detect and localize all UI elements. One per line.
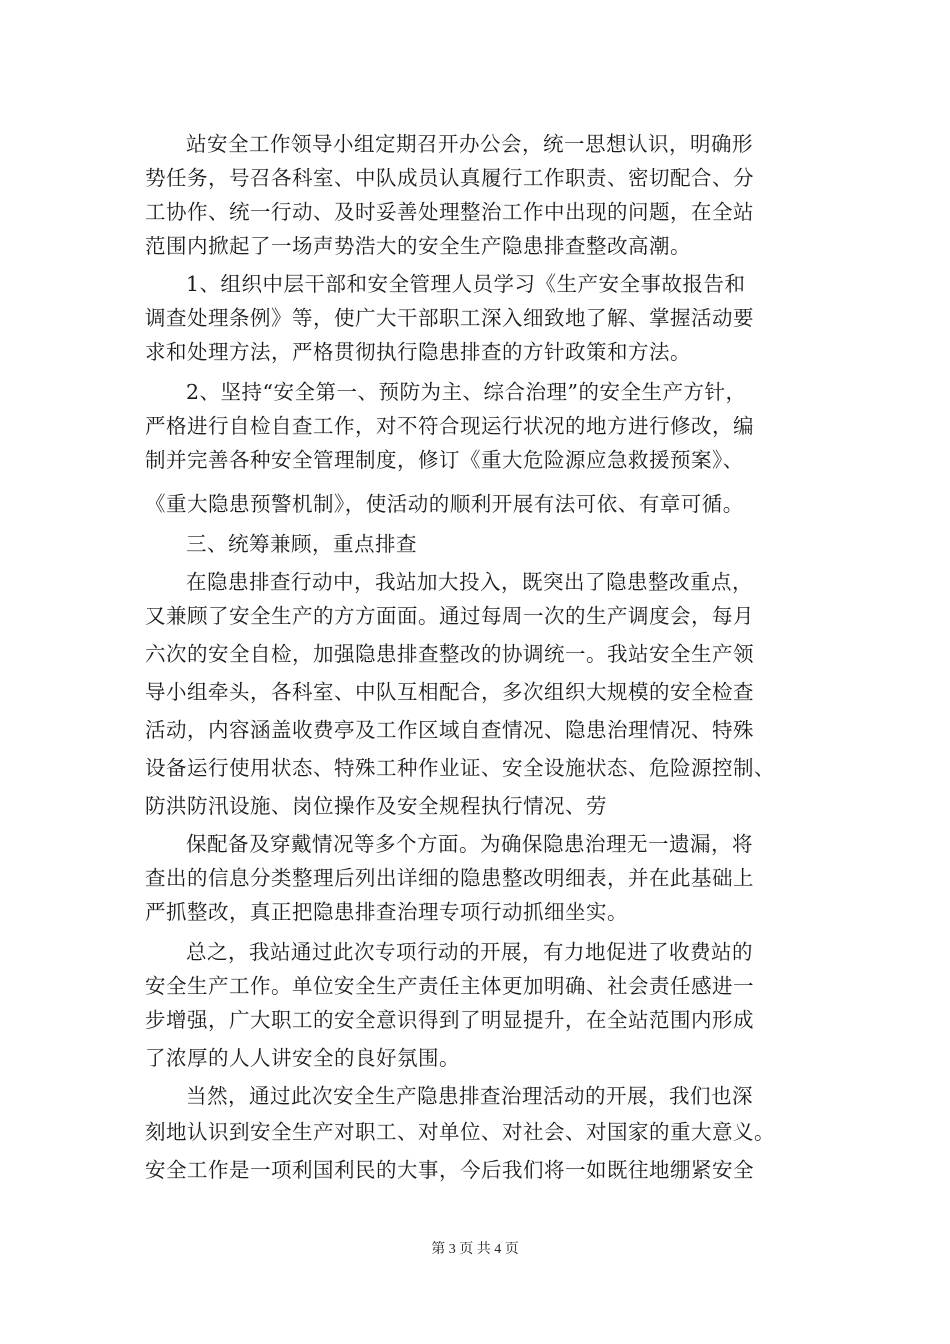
text-line: 严抓整改，真正把隐患排查治理专项行动抓细坐实。 xyxy=(145,900,628,924)
text-line: 1、组织中层干部和安全管理人员学习《生产安全事故报告和 xyxy=(186,272,746,296)
text-line: 六次的安全自检，加强隐患排查整改的协调统一。我站安全生产领 xyxy=(145,642,754,666)
text-line: 总之，我站通过此次专项行动的开展，有力地促进了收费站的 xyxy=(186,940,753,964)
text-line: 查出的信息分类整理后列出详细的隐患整改明细表，并在此基础上 xyxy=(145,866,754,890)
text-line: 在隐患排查行动中，我站加大投入，既突出了隐患整改重点， xyxy=(186,570,753,594)
text-line: 严格进行自检自查工作，对不符合现运行状况的地方进行修改，编 xyxy=(145,414,754,438)
text-line: 调查处理条例》等，使广大干部职工深入细致地了解、掌握活动要 xyxy=(145,306,754,330)
text-line: 设备运行使用状态、特殊工种作业证、安全设施状态、危险源控制、 xyxy=(145,756,775,780)
text-line: 安全生产工作。单位安全生产责任主体更加明确、社会责任感进一 xyxy=(145,974,754,998)
text-line: 导小组牵头，各科室、中队互相配合，多次组织大规模的安全检查 xyxy=(145,680,754,704)
text-line: 工协作、统一行动、及时妥善处理整治工作中出现的问题，在全站 xyxy=(145,200,754,224)
text-line: 势任务，号召各科室、中队成员认真履行工作职责、密切配合、分 xyxy=(145,166,754,190)
text-line: 《重大隐患预警机制》，使活动的顺利开展有法可依、有章可循。 xyxy=(145,492,744,516)
text-line: 活动，内容涵盖收费亭及工作区域自查情况、隐患治理情况、特殊 xyxy=(145,718,754,742)
text-line: 当然，通过此次安全生产隐患排查治理活动的开展，我们也深 xyxy=(186,1084,753,1108)
text-line: 求和处理方法，严格贯彻执行隐患排查的方针政策和方法。 xyxy=(145,340,691,364)
text-line: 了浓厚的人人讲安全的良好氛围。 xyxy=(145,1046,460,1070)
text-line: 2、坚持“安全第一、预防为主、综合治理”的安全生产方针， xyxy=(186,380,747,404)
text-line: 刻地认识到安全生产对职工、对单位、对社会、对国家的重大意义。 xyxy=(145,1120,775,1144)
text-line: 又兼顾了安全生产的方方面面。通过每周一次的生产调度会，每月 xyxy=(145,604,754,628)
text-line: 范围内掀起了一场声势浩大的安全生产隐患排查整改高潮。 xyxy=(145,234,691,258)
page-number: 第 3 页 共 4 页 xyxy=(431,1242,519,1257)
text-line: 保配备及穿戴情况等多个方面。为确保隐患治理无一遗漏，将 xyxy=(186,832,753,856)
section-heading: 三、统筹兼顾，重点排查 xyxy=(186,532,417,556)
text-line: 步增强，广大职工的安全意识得到了明显提升，在全站范围内形成 xyxy=(145,1008,754,1032)
text-line: 制并完善各种安全管理制度，修订《重大危险源应急救援预案》、 xyxy=(145,448,744,472)
text-line: 站安全工作领导小组定期召开办公会，统一思想认识，明确形 xyxy=(186,132,753,156)
text-line: 安全工作是一项利国利民的大事，今后我们将一如既往地绷紧安全 xyxy=(145,1158,754,1182)
text-line: 防洪防汛设施、岗位操作及安全规程执行情况、劳 xyxy=(145,794,607,818)
